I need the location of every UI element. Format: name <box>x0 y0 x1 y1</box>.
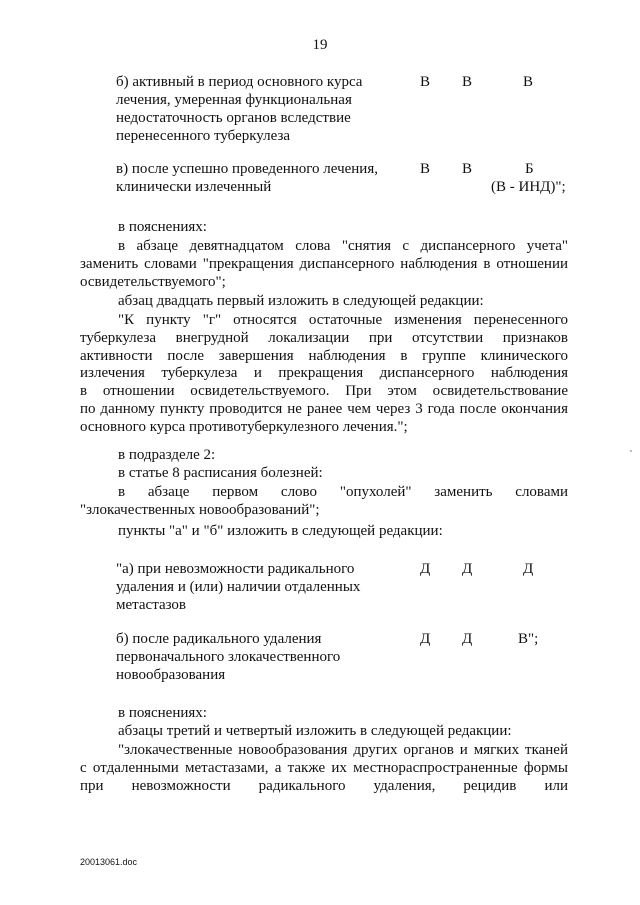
row-b-col1: В <box>420 74 431 90</box>
row-b2-col1: Д <box>420 631 431 647</box>
text-line: недостаточность органов вследствие <box>116 110 351 126</box>
text-line: активности после завершения наблюдения в группе клинического <box>80 347 568 364</box>
text-line: в абзаце первом слово "опухолей" заменить словами <box>118 484 568 500</box>
text-line: по данному пункту проводится не ранее чем через 3 года после окончания <box>80 400 568 417</box>
paragraph-21st: абзац двадцать первый изложить в следующей редакции: <box>118 293 484 309</box>
row-a-col3: Д <box>523 561 534 577</box>
row-b2-col3: В"; <box>518 631 539 647</box>
text-line: в абзаце девятнадцатом слова "снятия с диспансерного учета" <box>118 238 568 254</box>
text-line: первоначального злокачественного <box>116 649 341 665</box>
row-b2-col2: Д <box>462 631 473 647</box>
paragraph-quote-malignant <box>80 742 568 795</box>
text-line: излечения туберкулеза и прекращения диспансерного наблюдения <box>80 365 568 382</box>
scan-speck <box>630 450 632 452</box>
footer-filename: 20013061.doc <box>80 857 138 867</box>
row-a-col1: Д <box>420 561 431 577</box>
row-v-col1: В <box>420 161 431 177</box>
row-v-col3: Б <box>525 161 534 177</box>
text-line: "а) при невозможности радикального <box>116 561 355 577</box>
row-b2-text <box>116 630 386 684</box>
paragraph-quote-g <box>80 312 568 437</box>
text-line: в) после успешно проведенного лечения, <box>116 161 378 177</box>
text-line: удаления и (или) наличии отдаленных <box>116 579 361 595</box>
text-line: метастазов <box>116 597 187 613</box>
row-a-col2: Д <box>462 561 473 577</box>
text-line: новообразования <box>116 667 226 683</box>
paragraph-explanations: в пояснениях: <box>118 219 207 235</box>
text-line: освидетельствуемого"; <box>80 273 226 290</box>
text-line: основного курса противотуберкулезного лечения."; <box>80 418 408 435</box>
paragraph-third-fourth: абзацы третий и четвертый изложить в следующей редакции: <box>118 723 512 739</box>
text-line: "злокачественные новообразования других органов и мягких тканей <box>118 742 568 758</box>
text-line: клинически излеченный <box>116 179 272 195</box>
text-line: лечения, умеренная функциональная <box>116 92 352 108</box>
text-line: в отношении освидетельствуемого. При этом освидетельствование <box>80 383 568 400</box>
text-line: туберкулеза внегрудной локализации при отсутствии признаков <box>80 329 568 346</box>
row-b-text <box>116 73 386 145</box>
row-v-col2: В <box>462 161 473 177</box>
paragraph-first-abzac <box>80 484 568 520</box>
text-line: б) активный в период основного курса <box>116 74 363 90</box>
paragraph-points-ab: пункты "а" и "б" изложить в следующей редакции: <box>118 523 443 539</box>
row-v-col3-note: (В - ИНД)"; <box>491 179 566 195</box>
row-b-col2: В <box>462 74 473 90</box>
paragraph-explanations-2: в пояснениях: <box>118 705 207 721</box>
text-line: с отдаленными метастазами, а также их местнораспространенные формы <box>80 759 568 776</box>
paragraph-article-8: в статье 8 расписания болезней: <box>118 465 323 481</box>
row-b-col3: В <box>523 74 534 90</box>
paragraph-subsection: в подразделе 2: <box>118 447 216 463</box>
text-line: "злокачественных новообразований"; <box>80 501 320 518</box>
text-line: "К пункту "г" относятся остаточные изменения перенесенного <box>118 312 568 328</box>
text-line: при невозможности радикального удаления, рецидив или <box>80 777 568 794</box>
text-line: б) после радикального удаления <box>116 631 322 647</box>
text-line: перенесенного туберкулеза <box>116 128 291 144</box>
paragraph-19th <box>80 238 568 291</box>
page-number: 19 <box>312 37 328 53</box>
row-v-text <box>116 160 386 196</box>
text-line: заменить словами "прекращения диспансерного наблюдения в отношении <box>80 255 568 272</box>
row-a-text <box>116 560 386 614</box>
